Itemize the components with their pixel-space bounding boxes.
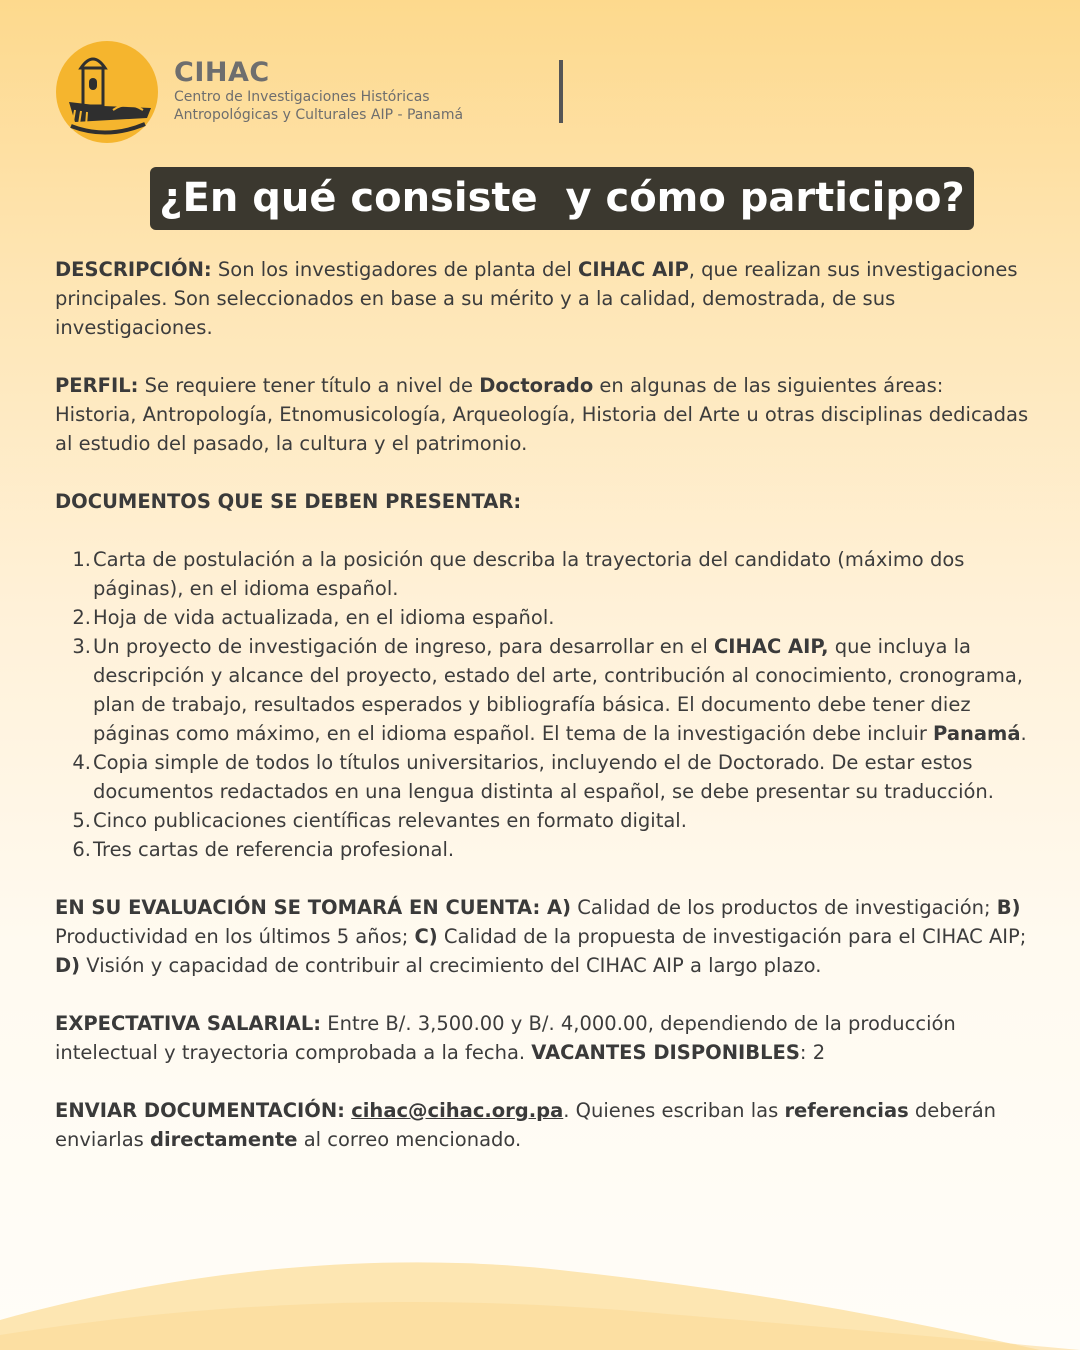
evaluacion-b-label: B) <box>996 896 1021 919</box>
perfil-label: PERFIL: <box>55 374 139 397</box>
cihac-logo <box>55 40 159 144</box>
perfil-text-1: Se requiere tener título a nivel de <box>138 374 480 397</box>
list-item-bold-1: CIHAC AIP, <box>713 635 829 658</box>
list-item-text: Cinco publicaciones científicas relevantes en formato digital. <box>93 809 687 832</box>
perfil-paragraph <box>55 371 1030 458</box>
org-short-name: CIHAC <box>174 57 270 88</box>
list-item-text-3: . <box>1020 722 1027 745</box>
list-item <box>55 632 1030 748</box>
list-item-number: 1. <box>72 548 91 571</box>
enviar-text-3: al correo mencionado. <box>297 1128 522 1151</box>
enviar-paragraph <box>55 1096 1030 1154</box>
list-item-number: 2. <box>72 606 91 629</box>
evaluacion-paragraph <box>55 893 1030 980</box>
enviar-label: ENVIAR DOCUMENTACIÓN: <box>55 1099 345 1122</box>
documentos-list <box>55 545 1030 864</box>
org-full-name-line2: Antropológicas y Culturales AIP - Panamá <box>174 107 464 123</box>
enviar-bold-1: referencias <box>784 1099 909 1122</box>
decorative-wave <box>0 1240 1080 1350</box>
evaluacion-a-label: A) <box>540 896 572 919</box>
list-item <box>55 545 1030 603</box>
enviar-text-1: . Quienes escriban las <box>563 1099 785 1122</box>
salario-text: Entre B/. 3,500.00 y B/. 4,000.00, dependiendo de la producción intelectual y trayectoria comprobada a la fecha. <box>55 1012 956 1064</box>
perfil-text-2: en algunas de las siguientes áreas: Historia, Antropología, Etnomusicología, Arqueología, Historia del Arte u otras disciplinas dedicadas al estudio del pasado, la cultura y el patrimonio. <box>55 374 1029 455</box>
list-item <box>55 835 1030 864</box>
list-item-text-2: que incluya la descripción y alcance del proyecto, estado del arte, contribución al conocimiento, cronograma, plan de trabajo, resultados esperados y bibliografía básica. El documento debe tener diez páginas como máximo, en el idioma español. El tema de la investigación debe incluir <box>93 635 1023 745</box>
descripcion-bold-1: CIHAC AIP <box>578 258 689 281</box>
perfil-bold-1: Doctorado <box>479 374 594 397</box>
salario-label: EXPECTATIVA SALARIAL: <box>55 1012 322 1035</box>
evaluacion-c-text: Calidad de la propuesta de investigación para el CIHAC AIP; <box>437 925 1027 948</box>
header-divider <box>559 60 563 123</box>
list-item-number: 4. <box>72 751 91 774</box>
documentos-heading-text: DOCUMENTOS QUE SE DEBEN PRESENTAR: <box>55 490 522 513</box>
evaluacion-c-label: C) <box>414 925 438 948</box>
salario-paragraph <box>55 1009 1030 1067</box>
list-item-number: 6. <box>72 838 91 861</box>
documentos-heading <box>55 487 1030 516</box>
descripcion-paragraph <box>55 255 1030 342</box>
vacantes-label: VACANTES DISPONIBLES <box>531 1041 800 1064</box>
enviar-text-2: deberán enviarlas <box>55 1099 997 1151</box>
list-item-number: 5. <box>72 809 91 832</box>
org-header <box>174 58 463 124</box>
descripcion-label: DESCRIPCIÓN: <box>55 258 212 281</box>
evaluacion-b-text: Productividad en los últimos 5 años; <box>55 925 415 948</box>
list-item-text: Tres cartas de referencia profesional. <box>93 838 455 861</box>
evaluacion-d-label: D) <box>55 954 81 977</box>
list-item <box>55 748 1030 806</box>
list-item-text-1: Un proyecto de investigación de ingreso, para desarrollar en el <box>93 635 714 658</box>
list-item-number: 3. <box>72 635 91 658</box>
list-item <box>55 603 1030 632</box>
evaluacion-a-text: Calidad de los productos de investigación; <box>571 896 991 919</box>
enviar-bold-2: directamente <box>150 1128 298 1151</box>
list-item-text: Carta de postulación a la posición que describa la trayectoria del candidato (máximo dos páginas), en el idioma español. <box>93 548 965 600</box>
list-item-text: Copia simple de todos lo títulos universitarios, incluyendo el de Doctorado. De estar estos documentos redactados en una lengua distinta al español, se debe presentar su traducción. <box>93 751 994 803</box>
main-content <box>55 255 1030 1183</box>
page-title: ¿En qué consiste y cómo participo? <box>150 167 974 230</box>
descripcion-text-2: , que realizan sus investigaciones principales. Son seleccionados en base a su mérito y a la calidad, demostrada, de sus investigaciones. <box>55 258 1018 339</box>
descripcion-text-1: Son los investigadores de planta del <box>211 258 579 281</box>
org-full-name-line1: Centro de Investigaciones Históricas <box>174 89 430 105</box>
vacantes-value: : 2 <box>799 1041 826 1064</box>
list-item-bold-2: Panamá <box>933 722 1021 745</box>
evaluacion-label: EN SU EVALUACIÓN SE TOMARÁ EN CUENTA: <box>55 896 541 919</box>
list-item <box>55 806 1030 835</box>
email-link[interactable]: cihac@cihac.org.pa <box>351 1099 564 1122</box>
evaluacion-d-text: Visión y capacidad de contribuir al crecimiento del CIHAC AIP a largo plazo. <box>80 954 822 977</box>
list-item-text <box>93 632 1030 748</box>
list-item-text: Hoja de vida actualizada, en el idioma español. <box>93 606 555 629</box>
